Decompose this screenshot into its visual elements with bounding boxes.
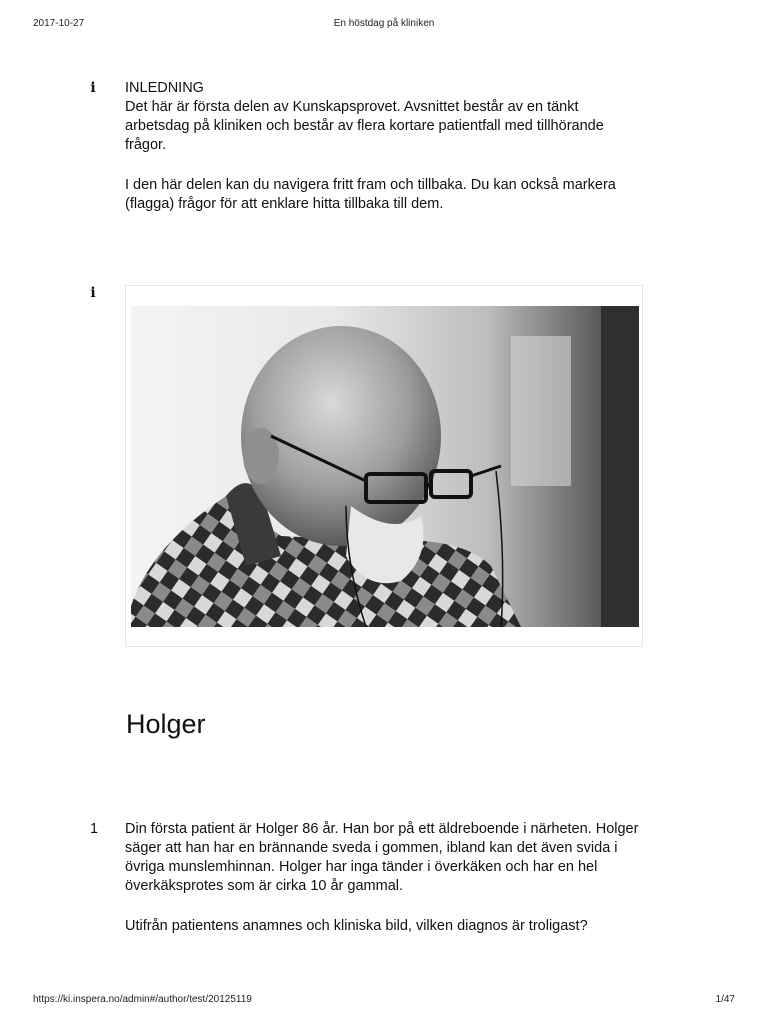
question-section (125, 820, 645, 936)
print-date: 2017-10-27 (33, 18, 85, 29)
intro-paragraph-1: Det här är första delen av Kunskapsprovet. Avsnittet består av en tänkt arbetsdag på kliniken och består av flera kortare patientfall med tillhörande frågor. (125, 99, 604, 153)
intro-section (125, 79, 645, 214)
question-prompt: Utifrån patientens anamnes och kliniska bild, vilken diagnos är troligast? (125, 918, 588, 934)
question-text: Din första patient är Holger 86 år. Han bor på ett äldreboende i närheten. Holger säger att han har en brännande sveda i gommen, ibland kan det även svida i övriga munslemhinnan. Holger har inga tänder i överkäken och har en hel överkäksprotes som är cirka 10 år gammal. (125, 821, 639, 894)
elderly-man-photo (131, 306, 639, 627)
intro-paragraph-2: I den här delen kan du navigera fritt fram och tillbaka. Du kan också markera (flagga) frågor för att enklare hitta tillbaka till dem. (125, 177, 616, 212)
page-number: 1/47 (715, 994, 735, 1005)
info-icon: i (90, 80, 96, 96)
page-url[interactable]: https://ki.inspera.no/admin#/author/test/20125119 (33, 994, 252, 1005)
document-title: En höstdag på kliniken (333, 18, 435, 29)
question-number: 1 (90, 821, 99, 837)
info-icon: i (90, 285, 96, 301)
intro-heading: INLEDNING (125, 80, 204, 96)
figure-frame (125, 285, 643, 647)
case-title: Holger (126, 709, 206, 739)
